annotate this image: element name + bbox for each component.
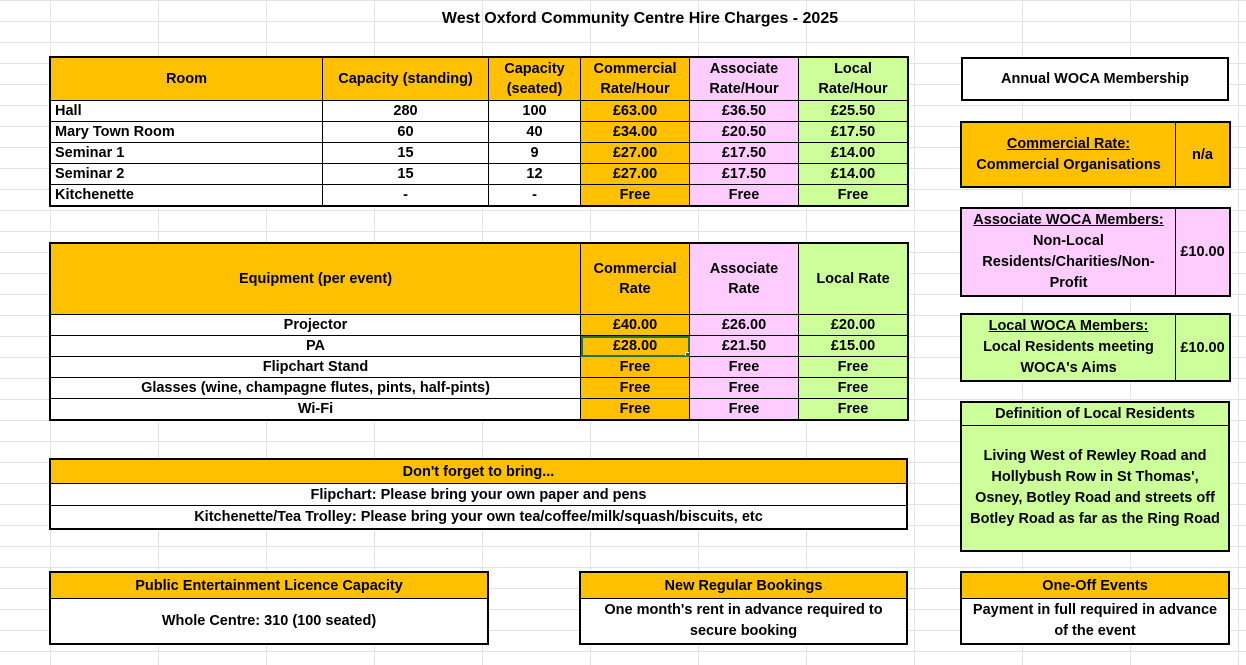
room-standing: 280 [323,101,489,122]
header-associate-rate: Associate Rate [690,244,799,315]
room-commercial: £63.00 [581,101,690,122]
room-seated: - [489,185,581,206]
local-definition-table [961,402,1229,551]
room-name: Mary Town Room [51,122,323,143]
room-standing: - [323,185,489,206]
licence-text: Whole Centre: 310 (100 seated) [51,599,488,644]
local-membership-price: £10.00 [1176,315,1230,381]
equipment-associate: Free [690,399,799,420]
header-commercial-rate: Commercial Rate/Hour [581,58,690,101]
header-room: Room [51,58,323,101]
equipment-local: Free [799,378,908,399]
new-bookings-text: One month's rent in advance required to secure booking [581,599,907,644]
page-title: West Oxford Community Centre Hire Charges - 2025 [441,10,839,27]
room-standing: 60 [323,122,489,143]
table-row [51,378,908,399]
one-off-heading: One-Off Events [962,573,1229,599]
table-row [51,336,908,357]
room-associate: £36.50 [690,101,799,122]
commercial-membership [961,122,1230,187]
room-seated: 100 [489,101,581,122]
equipment-commercial: £40.00 [581,315,690,336]
header-commercial-rate: Commercial Rate [581,244,690,315]
header-capacity-standing: Capacity (standing) [323,58,489,101]
equipment-item: Flipchart Stand [51,357,581,378]
local-definition-heading: Definition of Local Residents [962,403,1229,426]
table-row [51,143,908,164]
room-name: Kitchenette [51,185,323,206]
room-commercial: Free [581,185,690,206]
commercial-membership-desc: Commercial Rate: Commercial Organisations [962,123,1176,187]
equipment-item: Wi-Fi [51,399,581,420]
header-local-rate: Local Rate [799,244,908,315]
equipment-local: £15.00 [799,336,908,357]
equipment-item: Glasses (wine, champagne flutes, pints, half-pints) [51,378,581,399]
associate-membership-desc: Associate WOCA Members: Non-Local Residents/Charities/Non-Profit [962,209,1176,296]
room-local: Free [799,185,908,206]
local-definition-text: Living West of Rewley Road and Hollybush Row in St Thomas', Osney, Botley Road and streets off Botley Road as far as the Ring Road [962,426,1229,551]
equipment-item: Projector [51,315,581,336]
licence-heading: Public Entertainment Licence Capacity [51,573,488,599]
commercial-membership-price: n/a [1176,123,1230,187]
table-row [51,101,908,122]
one-off-table [961,572,1229,644]
header-capacity-seated: Capacity (seated) [489,58,581,101]
room-local: £25.50 [799,101,908,122]
new-bookings-heading: New Regular Bookings [581,573,907,599]
equipment-commercial: Free [581,357,690,378]
reminders-heading: Don't forget to bring... [51,460,907,484]
one-off-text: Payment in full required in advance of the event [962,599,1229,644]
associate-membership-price: £10.00 [1176,209,1230,296]
room-associate: £17.50 [690,143,799,164]
equipment-item: PA [51,336,581,357]
reminder-item: Flipchart: Please bring your own paper and pens [51,484,907,506]
room-associate: £20.50 [690,122,799,143]
header-local-rate: Local Rate/Hour [799,58,908,101]
room-commercial: £27.00 [581,164,690,185]
rooms-table [50,57,908,206]
equipment-associate: £26.00 [690,315,799,336]
room-local: £14.00 [799,164,908,185]
header-equipment: Equipment (per event) [51,244,581,315]
equipment-associate: £21.50 [690,336,799,357]
table-row [51,164,908,185]
room-standing: 15 [323,143,489,164]
membership-heading: Annual WOCA Membership [961,57,1229,101]
room-seated: 40 [489,122,581,143]
room-commercial: £27.00 [581,143,690,164]
room-name: Seminar 2 [51,164,323,185]
table-row [51,399,908,420]
equipment-local: £20.00 [799,315,908,336]
equipment-associate: Free [690,378,799,399]
room-seated: 12 [489,164,581,185]
room-seated: 9 [489,143,581,164]
licence-table [50,572,488,644]
table-row [51,315,908,336]
table-row [51,357,908,378]
equipment-local: Free [799,357,908,378]
selected-cell[interactable]: £28.00 [581,336,690,357]
header-associate-rate: Associate Rate/Hour [690,58,799,101]
equipment-commercial: Free [581,399,690,420]
equipment-associate: Free [690,357,799,378]
reminder-item: Kitchenette/Tea Trolley: Please bring your own tea/coffee/milk/squash/biscuits, etc [51,506,907,529]
local-membership [961,314,1230,381]
equipment-local: Free [799,399,908,420]
room-name: Seminar 1 [51,143,323,164]
equipment-commercial: Free [581,378,690,399]
room-local: £14.00 [799,143,908,164]
new-bookings-table [580,572,907,644]
table-row [51,122,908,143]
reminders-table [50,459,907,529]
table-row [51,185,908,206]
room-associate: £17.50 [690,164,799,185]
room-local: £17.50 [799,122,908,143]
local-membership-desc: Local WOCA Members: Local Residents meeting WOCA's Aims [962,315,1176,381]
room-name: Hall [51,101,323,122]
room-standing: 15 [323,164,489,185]
equipment-table [50,243,908,420]
associate-membership [961,208,1230,296]
room-associate: Free [690,185,799,206]
room-commercial: £34.00 [581,122,690,143]
